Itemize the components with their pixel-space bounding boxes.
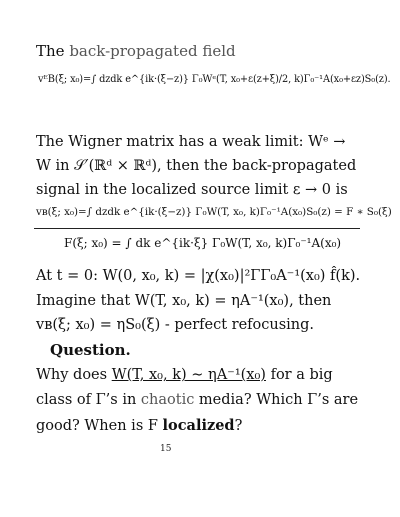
question-line-1 — [36, 367, 333, 383]
localized-word: localized — [162, 417, 235, 434]
question-heading: Question. — [50, 341, 131, 359]
question-line-2 — [36, 392, 358, 408]
chaotic-word: chaotic — [140, 392, 195, 408]
question-underlined-formula: W(T, x₀, k) ∼ ηA⁻¹(x₀) — [111, 367, 266, 383]
question-line-2-end: media? Which Γ’s are — [194, 392, 359, 408]
paragraph-line-3: signal in the localized source limit ε → 0 is — [36, 182, 348, 198]
question-line-3-start: good? When is F — [36, 418, 163, 434]
intro-accent-text: back-propagated field — [69, 42, 236, 60]
backprop-field-equation: vᴱB(ξ; x₀)=∫ dzdk e^{ik·(ξ−z)} Γ₀Wᵉ(T, x₀+ε(z+ξ)/2, k)Γ₀⁻¹A(x₀+εz)S₀(z). — [38, 74, 391, 85]
intro-line — [36, 42, 236, 60]
imagine-line: Imagine that W(T, x₀, k) = ηA⁻¹(x₀), then — [36, 293, 332, 309]
perfect-refocusing-line: vʙ(ξ; x₀) = ηS₀(ξ) - perfect refocusing. — [36, 317, 315, 333]
question-line-1-start: Why does — [36, 367, 112, 383]
page-number: 15 — [160, 444, 172, 454]
intro-lead-text: The — [36, 42, 70, 60]
question-line-3 — [36, 417, 242, 434]
paragraph-line-2: W in 𝒮′(ℝᵈ × ℝᵈ), then the back-propagated — [36, 158, 357, 174]
question-line-2-start: class of Γ’s in — [36, 392, 141, 408]
question-line-3-end: ? — [234, 418, 243, 434]
paragraph-line-1: The Wigner matrix has a weak limit: Wᵉ → — [36, 134, 346, 150]
question-line-1-end: for a big — [265, 367, 333, 383]
localized-limit-equation: vʙ(ξ; x₀)=∫ dzdk e^{ik·(ξ−z)} Γ₀W(T, x₀, k)Γ₀⁻¹A(x₀)S₀(z) = F ∗ S₀(ξ) — [36, 206, 392, 218]
initial-wigner-line: At t = 0: W(0, x₀, k) = |χ(x₀)|²ΓΓ₀A⁻¹(x₀) f̂(k). — [36, 268, 361, 284]
refocusing-kernel-equation: F(ξ; x₀) = ∫ dk e^{ik·ξ} Γ₀W(T, x₀, k)Γ₀⁻¹A(x₀) — [64, 236, 342, 250]
equation-divider — [34, 228, 360, 229]
